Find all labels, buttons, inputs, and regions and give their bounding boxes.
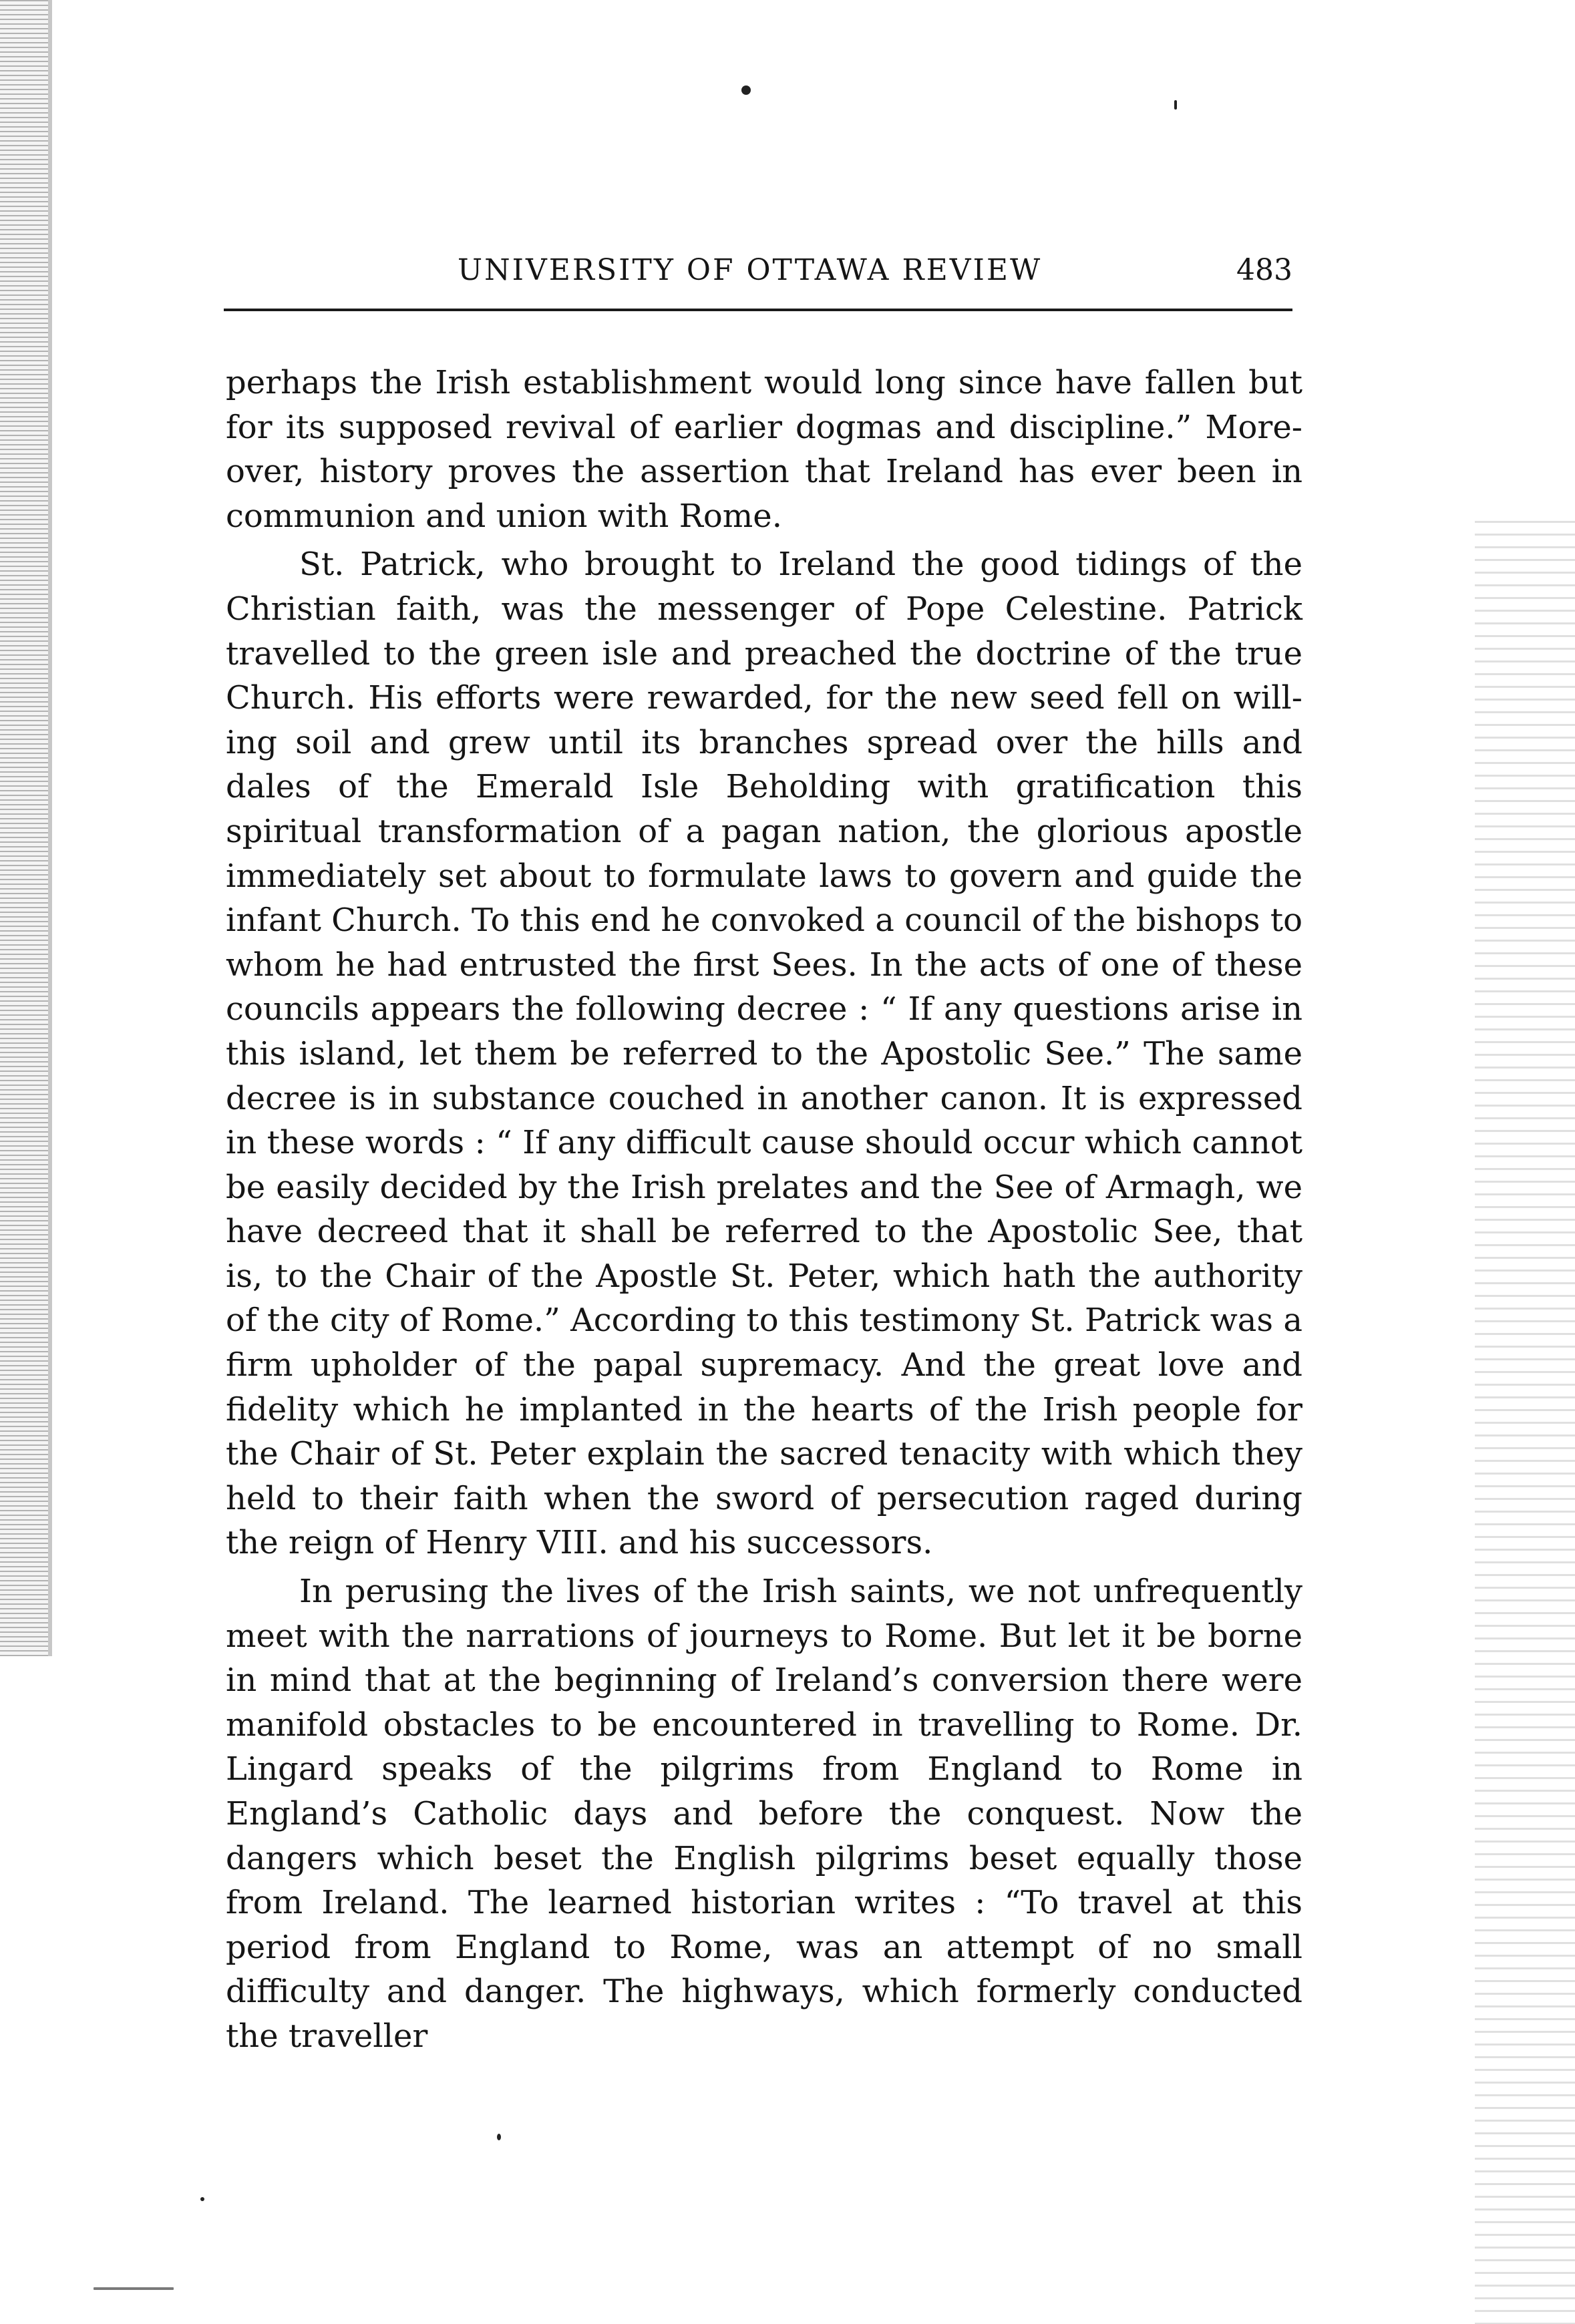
scanned-page-edge-right xyxy=(1475,521,1575,2324)
paragraph-continuation: perhaps the Irish establishment would long since have fallen but for its supposed revival of earlier dogmas and discipline.” More- over, history proves the assertion that Ireland has ever been in communion and union with Rome. xyxy=(226,364,1302,535)
body-text xyxy=(226,361,1302,2059)
scan-speck xyxy=(497,2134,501,2140)
scan-speck xyxy=(741,85,751,95)
paragraph-journeys-to-rome: In perusing the lives of the Irish saints, we not unfrequently meet with the narrations of journeys to Rome. But let it be borne in mind that at the beginning of Ireland’s conversion there were manifold obstacles to be encountered in travelling to Rome. Dr. Lingard speaks of the pilgrims from England to Rome in England’s Catholic days and before the conquest. Now the dangers which beset the English pilgrims beset equally those from Ireland. The learned historian writes : “To travel at this period from England to Rome, was an attempt of no small difficulty and danger. The highways, which formerly conducted the traveller xyxy=(226,1573,1302,2055)
header-rule xyxy=(224,309,1292,311)
journal-title: UNIVERSITY OF OTTAWA REVIEW xyxy=(458,253,1043,287)
scanned-page-edge-left xyxy=(0,0,48,1656)
paragraph-st-patrick: St. Patrick, who brought to Ireland the good tidings of the Christian faith, was the messenger of Pope Celestine. Patrick travelled to the green isle and preached the doctrine of the true Church. His efforts were rewarded, for the new seed fell on will- ing soil and grew until its branches spread over the hills and dales of the Emerald Isle Beholding with gratification this spiritual transformation of a pagan nation, the glorious apostle immediately set about to formulate laws to govern and guide the infant Church. To this end he convoked a council of the bishops to whom he had entrusted the first Sees. In the acts of one of these councils appears the following decree : “ If any questions arise in this island, let them be referred to the Apostolic See.” The same decree is in substance couched in another canon. It is expressed in these words : “ If any difficult cause should occur which cannot be easily decided by the Irish prelates and the See of Armagh, we have decreed that it shall be referred to the Apostolic See, that is, to the Chair of the Apostle St. Peter, which hath the authority of the city of Rome.” According to this testimony St. Patrick was a firm upholder of the papal supremacy. And the great love and fidelity which he implanted in the hearts of the Irish people for the Chair of St. Peter explain the sacred tenacity with which they held to their faith when the sword of persecution raged during the reign of Henry VIII. and his successors. xyxy=(226,546,1302,1562)
running-head xyxy=(224,250,1292,290)
scan-speck xyxy=(1174,100,1177,110)
scan-speck xyxy=(94,2287,174,2290)
page-number: 483 xyxy=(1236,253,1292,287)
scan-speck xyxy=(200,2197,204,2201)
